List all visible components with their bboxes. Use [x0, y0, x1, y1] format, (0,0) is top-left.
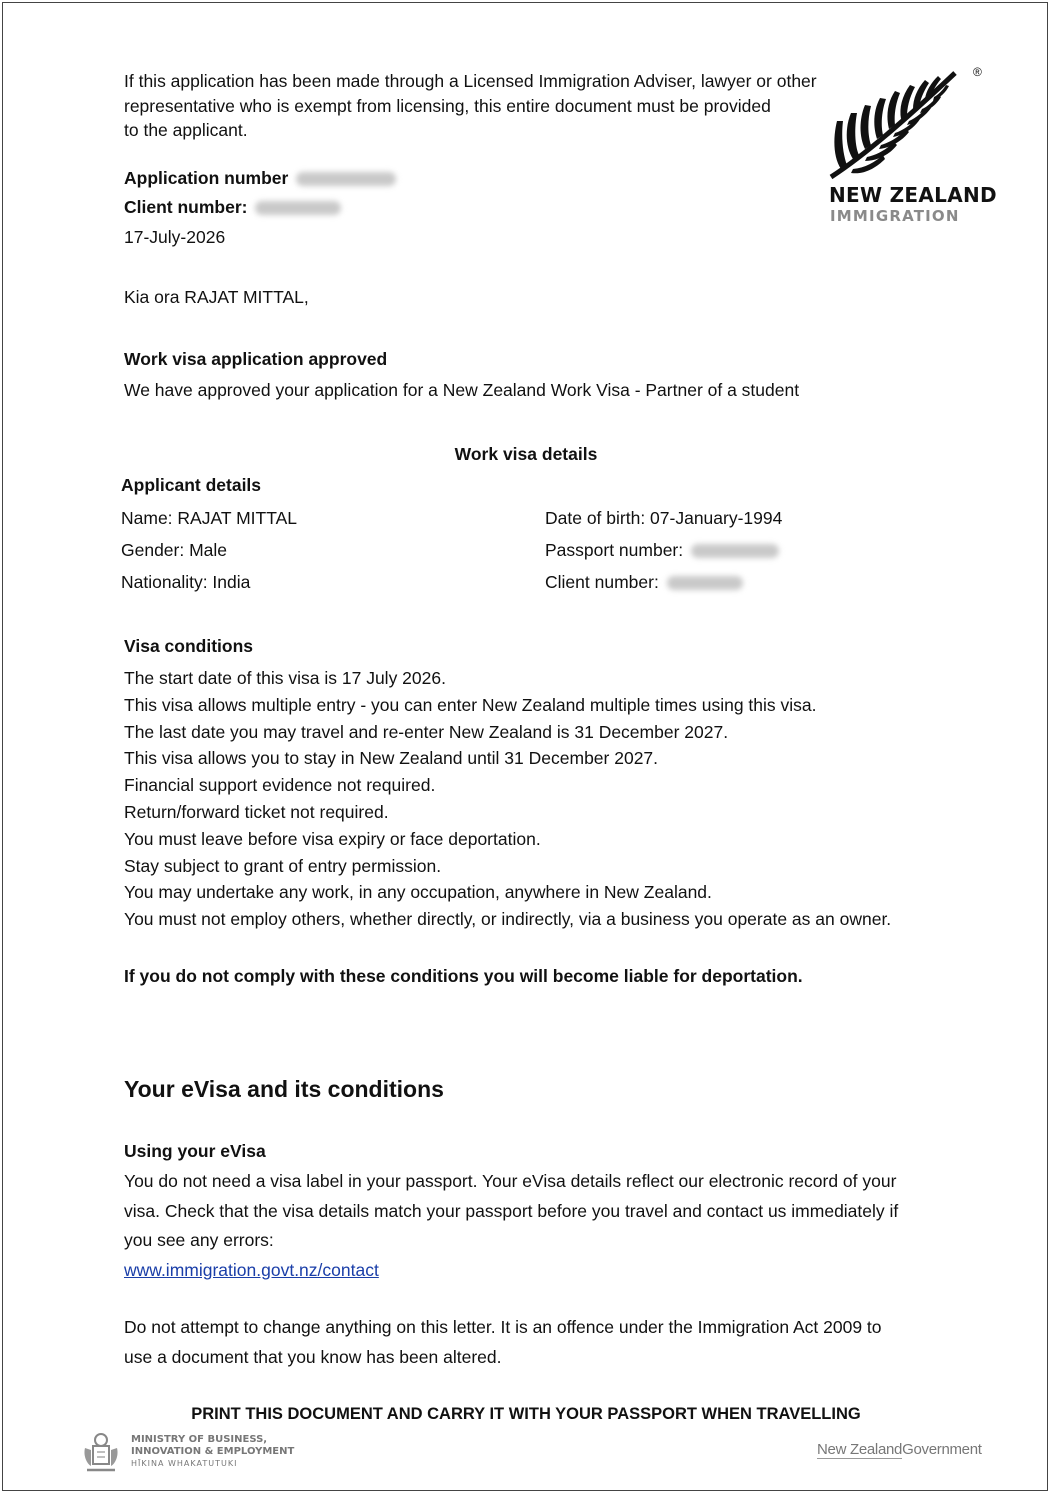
letter-date: 17-July-2026 [124, 227, 226, 247]
redacted-value [255, 201, 341, 215]
evisa-line: You do not need a visa label in your passport. Your eVisa details reflect our electronic record of your [124, 1171, 897, 1191]
mbie-line: MINISTRY OF BUSINESS, [131, 1434, 268, 1445]
condition-item: Financial support evidence not required. [124, 775, 436, 796]
condition-item: This visa allows multiple entry - you can enter New Zealand multiple times using this visa. [124, 694, 817, 715]
condition-item: Return/forward ticket not required. [124, 801, 389, 822]
condition-item: The last date you may travel and re-enter New Zealand is 31 December 2027. [124, 721, 729, 742]
registered-mark: ® [973, 65, 982, 79]
logo-new-zealand: NEW ZEALAND [829, 183, 997, 207]
print-notice: PRINT THIS DOCUMENT AND CARRY IT WITH YOUR PASSPORT WHEN TRAVELLING [191, 1405, 861, 1423]
logo-immigration: IMMIGRATION [830, 207, 960, 225]
contact-link[interactable]: www.immigration.govt.nz/contact [124, 1259, 379, 1280]
application-number-label: Application number [124, 168, 289, 188]
approval-heading: Work visa application approved [124, 349, 388, 369]
applicant-dob: Date of birth: 07-January-1994 [545, 508, 783, 528]
deportation-warning: If you do not comply with these conditions you will become liable for deportation. [124, 966, 803, 986]
applicant-name: Name: RAJAT MITTAL [121, 508, 297, 528]
passport-number-label: Passport number: [545, 540, 684, 560]
redacted-value [691, 544, 779, 558]
condition-item: This visa allows you to stay in New Zealand until 31 December 2027. [124, 748, 659, 769]
details-client-number-row [545, 570, 743, 594]
evisa-subheading: Using your eVisa [124, 1141, 266, 1161]
condition-item: You must not employ others, whether directly, or indirectly, via a business you operate as an owner. [124, 909, 892, 930]
application-number-row [124, 166, 396, 190]
letter-page [2, 2, 1048, 1491]
redacted-value [296, 172, 396, 186]
alteration-line: use a document that you know has been altered. [124, 1346, 502, 1367]
client-number-row [124, 195, 341, 219]
alteration-warning [124, 1313, 924, 1372]
mbie-text [131, 1434, 294, 1470]
intro-paragraph [124, 69, 844, 143]
visa-conditions-list [124, 665, 891, 933]
intro-line: representative who is exempt from licensing, this entire document must be provided [124, 95, 771, 116]
evisa-line: you see any errors: [124, 1230, 274, 1250]
mbie-logo [79, 1430, 329, 1476]
visa-conditions-heading: Visa conditions [124, 636, 254, 656]
nz-government-logo [817, 1441, 982, 1458]
condition-item: Stay subject to grant of entry permission. [124, 855, 442, 876]
client-number-label: Client number: [124, 197, 248, 217]
nz-immigration-logo [825, 65, 997, 230]
nzgov-government: Government [902, 1441, 982, 1458]
intro-line: If this application has been made through a Licensed Immigration Adviser, lawyer or other [124, 71, 817, 91]
condition-item: The start date of this visa is 17 July 2026. [124, 668, 446, 688]
applicant-details-heading: Applicant details [121, 475, 262, 495]
alteration-line: Do not attempt to change anything on this letter. It is an offence under the Immigration Act 2009 to [124, 1317, 882, 1337]
condition-item: You may undertake any work, in any occupation, anywhere in New Zealand. [124, 882, 712, 903]
evisa-heading: Your eVisa and its conditions [124, 1076, 444, 1102]
redacted-value [667, 576, 743, 590]
nzgov-new-zealand: New Zealand [817, 1441, 903, 1458]
passport-number-row [545, 538, 779, 562]
mbie-sub: HĪKINA WHAKATUTUKI [131, 1459, 238, 1468]
condition-item: You must leave before visa expiry or face deportation. [124, 828, 541, 849]
coat-of-arms-icon [79, 1430, 123, 1474]
details-client-number-label: Client number: [545, 572, 659, 592]
applicant-gender: Gender: Male [121, 540, 228, 560]
work-visa-details-title: Work visa details [454, 444, 598, 464]
silver-fern-icon [825, 65, 985, 185]
intro-line: to the applicant. [124, 120, 248, 140]
applicant-nationality: Nationality: India [121, 572, 251, 592]
evisa-paragraph [124, 1167, 924, 1285]
approval-text: We have approved your application for a New Zealand Work Visa - Partner of a student [124, 380, 800, 400]
mbie-line: INNOVATION & EMPLOYMENT [131, 1446, 295, 1457]
greeting: Kia ora RAJAT MITTAL, [124, 287, 309, 307]
evisa-line: visa. Check that the visa details match your passport before you travel and contact us immediately if [124, 1200, 899, 1221]
